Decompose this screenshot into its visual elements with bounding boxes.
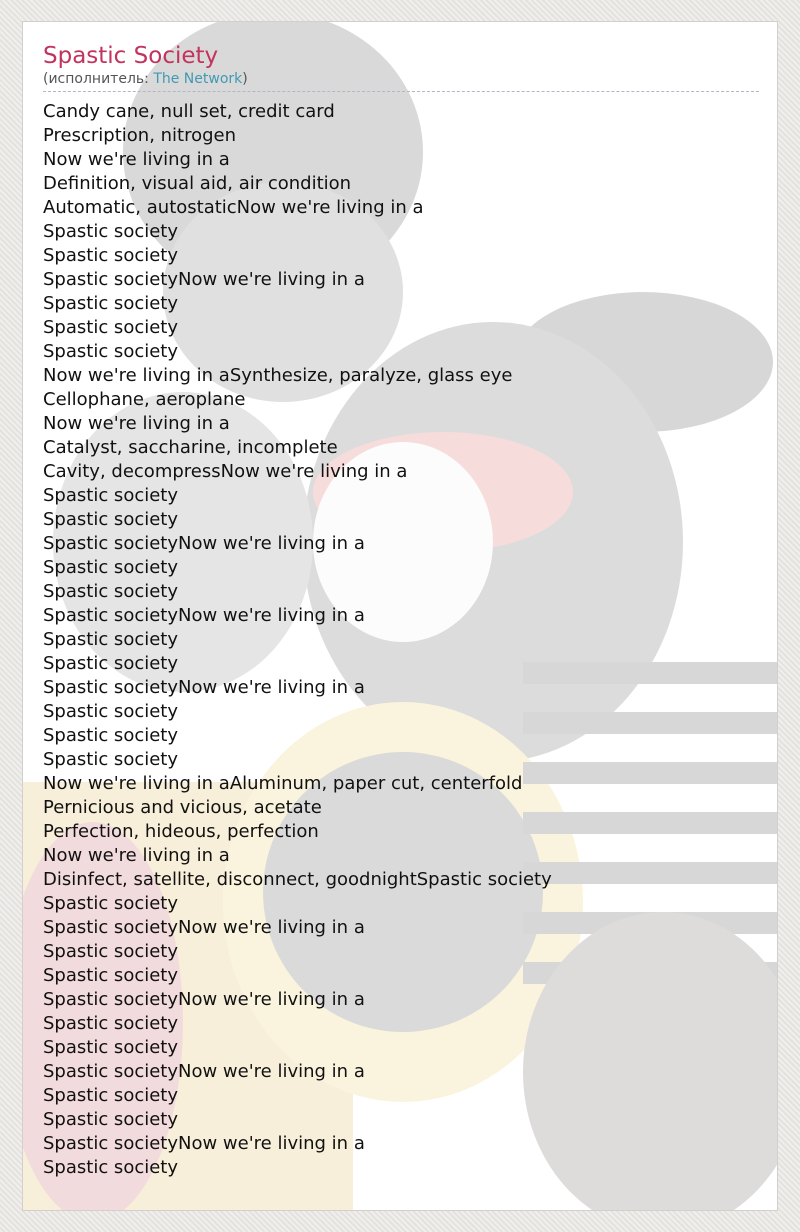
- lyric-line: Spastic society: [43, 941, 179, 962]
- lyric-line: Spastic society: [43, 581, 179, 602]
- lyric-line: Cavity, decompressNow we're living in a: [43, 461, 408, 482]
- lyric-line: Spastic society: [43, 1157, 179, 1178]
- lyric-line: Spastic societyNow we're living in a: [43, 677, 365, 698]
- lyric-line: Spastic society: [43, 1109, 179, 1130]
- lyric-line: Spastic societyNow we're living in a: [43, 1133, 365, 1154]
- lyric-line: Disinfect, satellite, disconnect, goodnightSpastic society: [43, 869, 552, 890]
- lyrics-content: [43, 42, 759, 1180]
- lyric-line: Automatic, autostaticNow we're living in a: [43, 197, 424, 218]
- lyric-line: Spastic societyNow we're living in a: [43, 1061, 365, 1082]
- lyric-line: Spastic society: [43, 1013, 179, 1034]
- lyric-line: Spastic society: [43, 965, 179, 986]
- lyric-line: Now we're living in aSynthesize, paralyze, glass eye: [43, 365, 513, 386]
- lyric-line: Now we're living in a: [43, 845, 230, 866]
- lyric-line: Spastic society: [43, 629, 179, 650]
- artist-line: [43, 70, 759, 92]
- lyrics-text: [43, 100, 759, 1180]
- lyric-line: Spastic society: [43, 245, 179, 266]
- lyric-line: Spastic societyNow we're living in a: [43, 917, 365, 938]
- lyric-line: Candy cane, null set, credit card: [43, 101, 335, 122]
- lyric-line: Spastic society: [43, 1085, 179, 1106]
- lyric-line: Perfection, hideous, perfection: [43, 821, 319, 842]
- lyric-line: Spastic society: [43, 485, 179, 506]
- lyric-line: Spastic societyNow we're living in a: [43, 989, 365, 1010]
- lyric-line: Spastic society: [43, 1037, 179, 1058]
- lyric-line: Catalyst, saccharine, incomplete: [43, 437, 338, 458]
- lyric-line: Spastic society: [43, 701, 179, 722]
- lyric-line: Spastic societyNow we're living in a: [43, 605, 365, 626]
- artist-prefix: (исполнитель:: [43, 71, 154, 87]
- lyric-line: Spastic society: [43, 725, 179, 746]
- artist-suffix: ): [242, 71, 248, 87]
- lyric-line: Spastic society: [43, 509, 179, 530]
- lyric-line: Spastic society: [43, 893, 179, 914]
- lyric-line: Spastic societyNow we're living in a: [43, 269, 365, 290]
- lyric-line: Pernicious and vicious, acetate: [43, 797, 322, 818]
- lyric-line: Prescription, nitrogen: [43, 125, 237, 146]
- lyric-line: Cellophane, aeroplane: [43, 389, 246, 410]
- lyric-line: Now we're living in a: [43, 149, 230, 170]
- lyric-line: Now we're living in a: [43, 413, 230, 434]
- artist-link[interactable]: The Network: [153, 71, 243, 87]
- lyric-line: Spastic society: [43, 221, 179, 242]
- lyric-line: Now we're living in aAluminum, paper cut, centerfold: [43, 773, 523, 794]
- lyric-line: Spastic society: [43, 341, 179, 362]
- lyric-line: Definition, visual aid, air condition: [43, 173, 352, 194]
- lyric-line: Spastic society: [43, 653, 179, 674]
- lyric-line: Spastic societyNow we're living in a: [43, 533, 365, 554]
- lyric-line: Spastic society: [43, 317, 179, 338]
- lyric-line: Spastic society: [43, 557, 179, 578]
- lyric-line: Spastic society: [43, 293, 179, 314]
- song-title: Spastic Society: [43, 43, 219, 69]
- lyric-line: Spastic society: [43, 749, 179, 770]
- lyrics-card: [22, 21, 778, 1211]
